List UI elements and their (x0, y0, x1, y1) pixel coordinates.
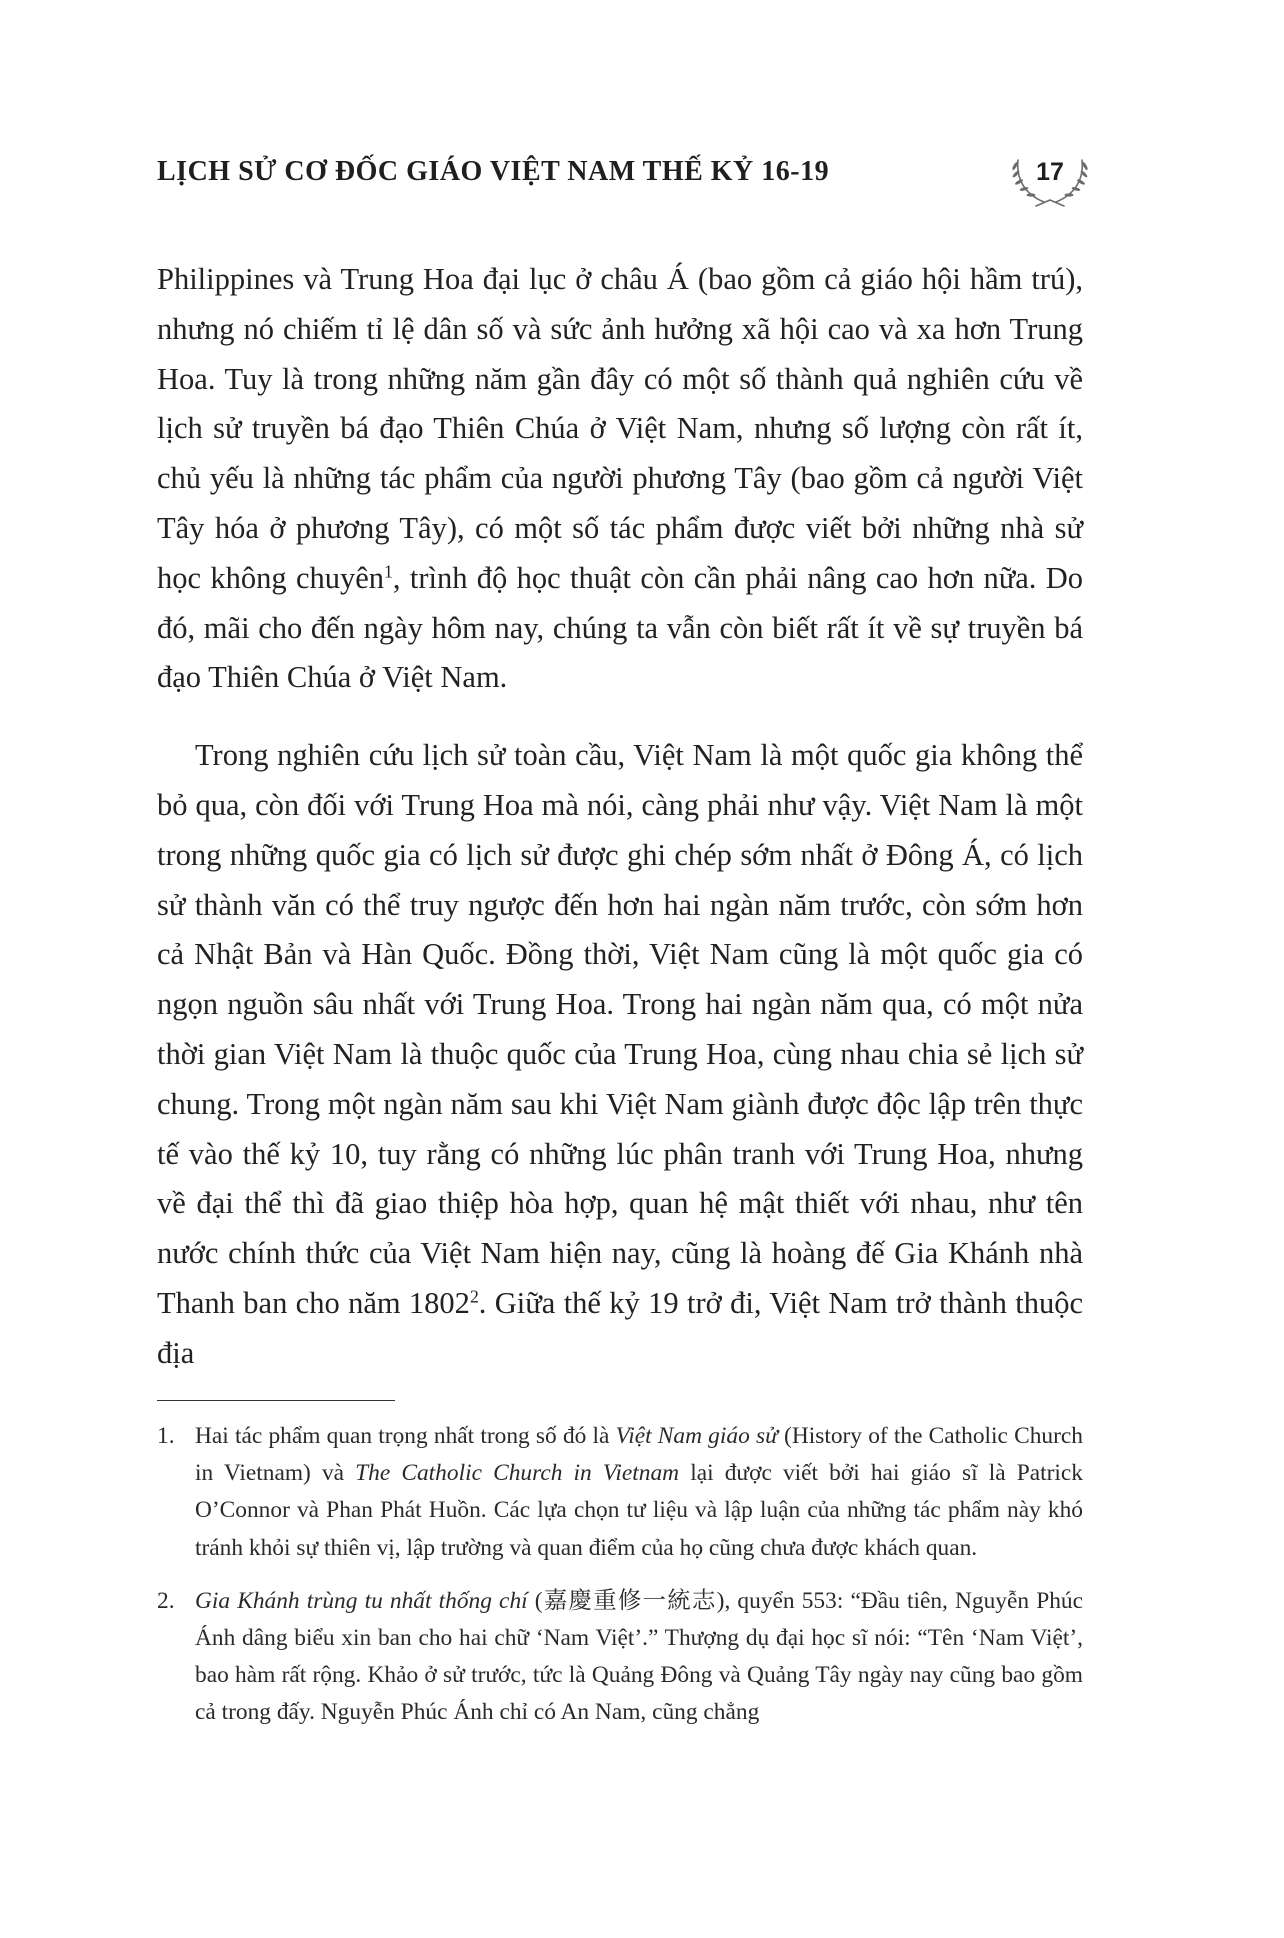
footnote-2-text: (嘉慶重修一統志), quyển 553: “Đầu tiên, Nguyễn Phúc Ánh dâng biểu xin ban cho hai chữ ‘Nam Việt’.” Thượng dụ đại học sĩ nói: “Tên ‘Nam Việt’, bao hàm rất rộng. Khảo ở sử trước, tức là Quảng Đông và Quảng Tây ngày nay cũng bao gồm cả trong đấy. Nguyễn Phúc Ánh chỉ có An Nam, cũng chẳng (195, 1587, 1083, 1726)
footnote-1 (157, 1418, 1083, 1567)
running-head-title: LỊCH SỬ CƠ ĐỐC GIÁO VIỆT NAM THẾ KỶ 16-19 (157, 156, 830, 187)
footnote-2-italic-title: Gia Khánh trùng tu nhất thống chí (195, 1587, 528, 1614)
footnote-1-italic-title-1: Việt Nam giáo sử (615, 1423, 778, 1449)
page-number-badge (1000, 150, 1100, 220)
footnote-2-number: 2. (157, 1587, 175, 1614)
paragraph-2-text-a: Trong nghiên cứu lịch sử toàn cầu, Việt Nam là một quốc gia không thể bỏ qua, còn đối với Trung Hoa mà nói, càng phải như vậy. Việt Nam là một trong những quốc gia có lịch sử được ghi chép sớm nhất ở Đông Á, có lịch sử thành văn có thể truy ngược đến hơn hai ngàn năm trước, còn sớm hơn cả Nhật Bản và Hàn Quốc. Đồng thời, Việt Nam cũng là một quốc gia có ngọn nguồn sâu nhất với Trung Hoa. Trong hai ngàn năm qua, có một nửa thời gian Việt Nam là thuộc quốc của Trung Hoa, cùng nhau chia sẻ lịch sử chung. Trong một ngàn năm sau khi Việt Nam giành được độc lập trên thực tế vào thế kỷ 10, tuy rằng có những lúc phân tranh với Trung Hoa, nhưng về đại thể thì đã giao thiệp hòa hợp, quan hệ mật thiết với nhau, như tên nước chính thức của Việt Nam hiện nay, cũng là hoàng đế Gia Khánh nhà Thanh ban cho năm 1802 (157, 738, 1083, 1320)
footnote-separator (157, 1400, 395, 1401)
page-number: 17 (1036, 158, 1064, 186)
footnote-1-text-1: Hai tác phẩm quan trọng nhất trong số đó là (195, 1423, 616, 1449)
paragraph-2 (157, 731, 1083, 1378)
footnote-1-text-2: (History of the Catholic Church in Vietnam) và (195, 1423, 1083, 1487)
paragraph-1-text-b: , trình độ học thuật còn cần phải nâng cao hơn nữa. Do đó, mãi cho đến ngày hôm nay, chúng ta vẫn còn biết rất ít về sự truyền bá đạo Thiên Chúa ở Việt Nam. (157, 560, 1083, 695)
footnote-1-text-3: lại được viết bởi hai giáo sĩ là Patrick O’Connor và Phan Phát Huồn. Các lựa chọn tư liệu và lập luận của những tác phẩm này khó tránh khỏi sự thiên vị, lập trường và quan điểm của họ cũng chưa được khách quan. (195, 1460, 1083, 1561)
footnote-1-italic-title-2: The Catholic Church in Vietnam (355, 1460, 680, 1487)
footnote-2 (157, 1583, 1083, 1732)
paragraph-1-text-a: Philippines và Trung Hoa đại lục ở châu Á (bao gồm cả giáo hội hầm trú), nhưng nó chiếm tỉ lệ dân số và sức ảnh hưởng xã hội cao và xa hơn Trung Hoa. Tuy là trong những năm gần đây có một số thành quả nghiên cứu về lịch sử truyền bá đạo Thiên Chúa ở Việt Nam, nhưng số lượng còn rất ít, chủ yếu là những tác phẩm của người phương Tây (bao gồm cả người Việt Tây hóa ở phương Tây), có một số tác phẩm được viết bởi những nhà sử học không chuyên (157, 262, 1083, 595)
footnote-ref-2: 2 (469, 1286, 479, 1307)
body-text (157, 255, 1083, 1379)
paragraph-1 (157, 255, 1083, 703)
footnotes (157, 1418, 1083, 1732)
footnote-ref-1: 1 (384, 561, 393, 582)
footnote-1-number: 1. (157, 1423, 175, 1449)
paragraph-2-text-b: . Giữa thế kỷ 19 trở đi, Việt Nam trở thành thuộc địa (157, 1285, 1083, 1370)
